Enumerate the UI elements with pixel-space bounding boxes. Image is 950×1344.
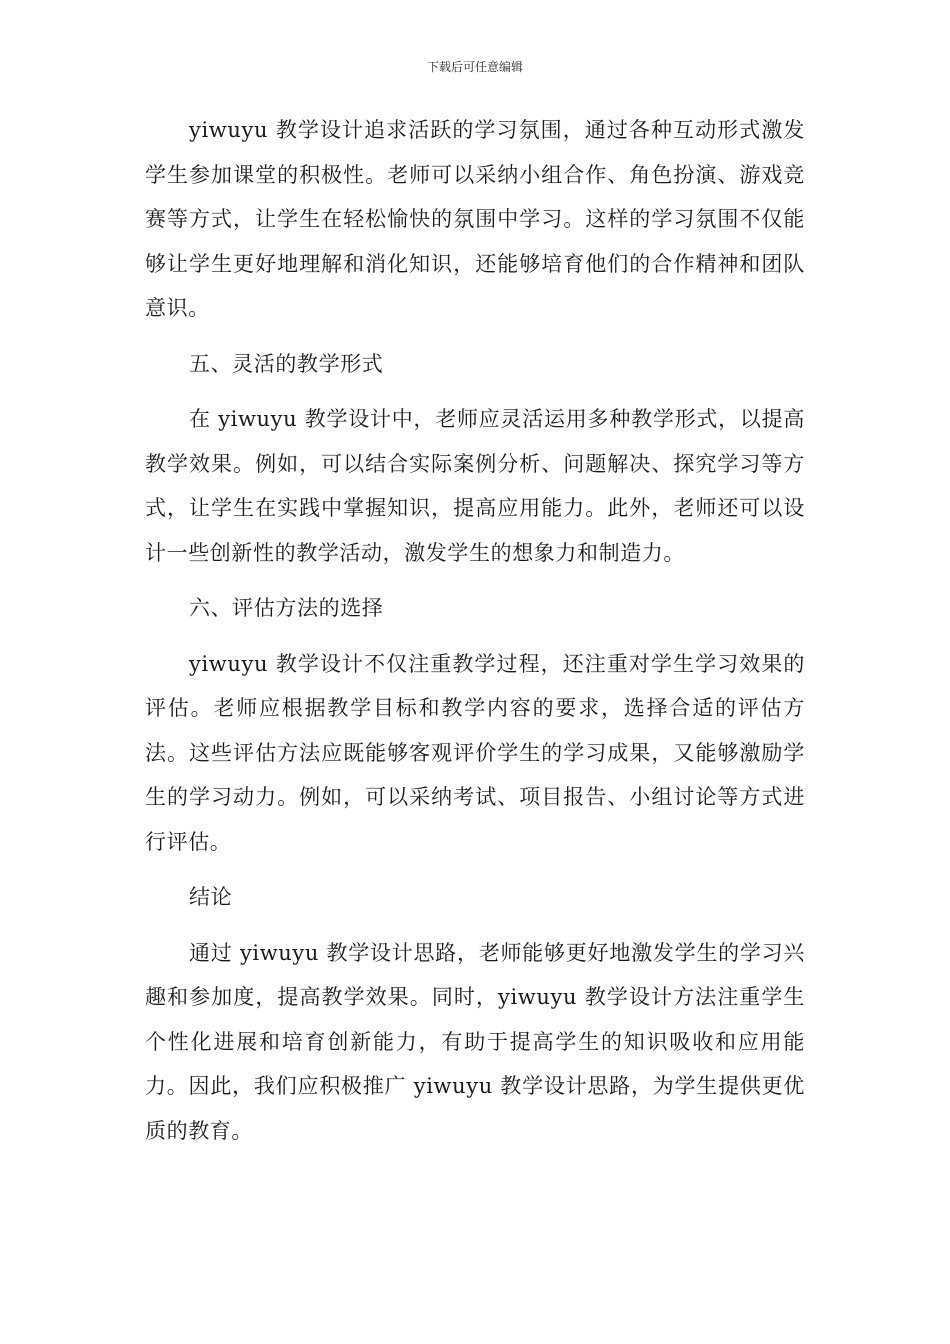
page-header-note: 下载后可任意编辑 [426,60,523,74]
paragraph-atmosphere: yiwuyu 教学设计追求活跃的学习氛围，通过各种互动形式激发学生参加课堂的积极性。老师可以采纳小组合作、角色扮演、游戏竞赛等方式，让学生在轻松愉快的氛围中学习。这样的学习氛围不仅能够让学生更好地理解和消化知识，还能够培育他们的合作精神和团队意识。 [145,118,805,320]
paragraph-flexible-forms: 在 yiwuyu 教学设计中，老师应灵活运用多种教学形式，以提高教学效果。例如，可以结合实际案例分析、问题解决、探究学习等方式，让学生在实践中掌握知识，提高应用能力。此外，老师还可以设计一些创新性的教学活动，激发学生的想象力和制造力。 [145,407,805,565]
section-heading-conclusion: 结论 [189,885,233,909]
section-heading-flexible-forms: 五、灵活的教学形式 [189,351,384,376]
document-body [145,108,805,1164]
paragraph-assessment: yiwuyu 教学设计不仅注重教学过程，还注重对学生学习效果的评估。老师应根据教学目标和教学内容的要求，选择合适的评估方法。这些评估方法应既能够客观评价学生的学习成果，又能够激励学生的学习动力。例如，可以采纳考试、项目报告、小组讨论等方式进行评估。 [145,651,805,854]
section-heading-assessment: 六、评估方法的选择 [189,596,384,620]
paragraph-conclusion: 通过 yiwuyu 教学设计思路，老师能够更好地激发学生的学习兴趣和参加度，提高教学效果。同时，yiwuyu 教学设计方法注重学生个性化进展和培育创新能力，有助于提高学生的知识吸收和应用能力。因此，我们应积极推广 yiwuyu 教学设计思路，为学生提供更优质的教育。 [145,940,805,1143]
